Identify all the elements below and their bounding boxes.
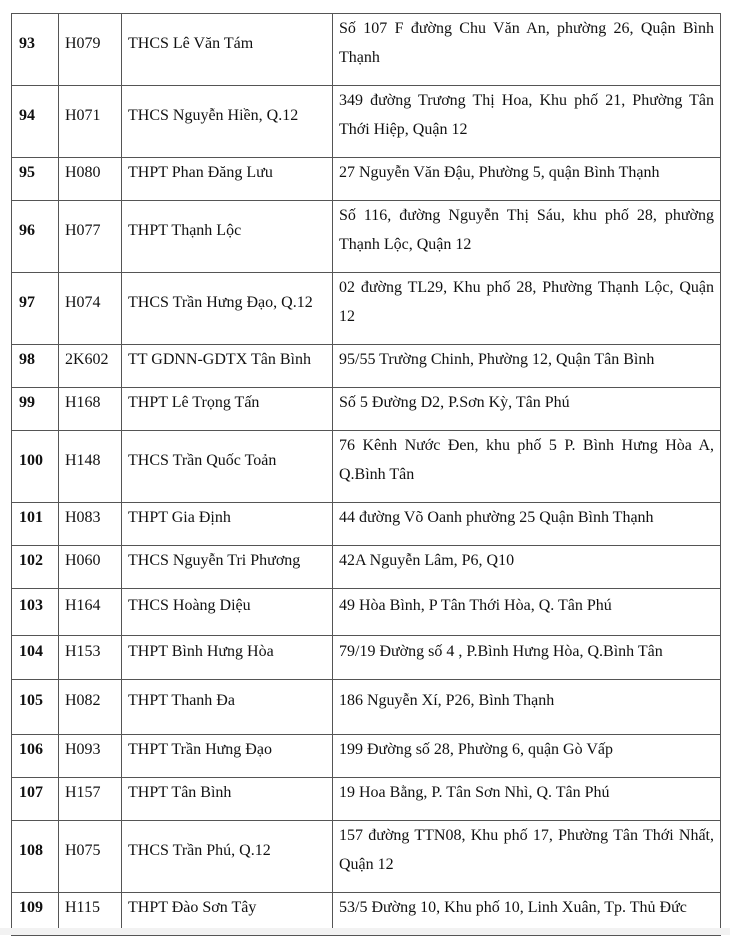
school-address: Số 107 F đường Chu Văn An, phường 26, Quận Bình Thạnh [333,14,721,86]
school-name: THPT Thạnh Lộc [122,201,333,273]
school-name: THCS Trần Phú, Q.12 [122,821,333,893]
schools-table [11,13,721,936]
table-row [12,158,721,201]
row-number: 104 [12,636,59,680]
table-row [12,14,721,86]
school-name: THPT Gia Định [122,503,333,546]
table-row [12,636,721,680]
table-row [12,589,721,636]
school-code: H082 [59,680,122,735]
school-code: H074 [59,273,122,345]
school-address: 44 đường Võ Oanh phường 25 Quận Bình Thạnh [333,503,721,546]
row-number: 98 [12,345,59,388]
page-bottom-margin [0,928,730,935]
row-number: 96 [12,201,59,273]
table-row [12,778,721,821]
school-code: H060 [59,546,122,589]
school-address: 76 Kênh Nước Đen, khu phố 5 P. Bình Hưng Hòa A, Q.Bình Tân [333,431,721,503]
school-name: THPT Tân Bình [122,778,333,821]
row-number: 109 [12,893,59,936]
row-number: 95 [12,158,59,201]
school-name: THCS Trần Hưng Đạo, Q.12 [122,273,333,345]
school-name: THPT Trần Hưng Đạo [122,735,333,778]
table-row [12,388,721,431]
school-address: 53/5 Đường 10, Khu phố 10, Linh Xuân, Tp. Thủ Đức [333,893,721,936]
row-number: 108 [12,821,59,893]
row-number: 105 [12,680,59,735]
school-address: Số 116, đường Nguyễn Thị Sáu, khu phố 28, phường Thạnh Lộc, Quận 12 [333,201,721,273]
row-number: 106 [12,735,59,778]
school-name: THCS Hoàng Diệu [122,589,333,636]
school-code: H164 [59,589,122,636]
school-address: 42A Nguyễn Lâm, P6, Q10 [333,546,721,589]
row-number: 103 [12,589,59,636]
school-name: THPT Thanh Đa [122,680,333,735]
school-name: THPT Lê Trọng Tấn [122,388,333,431]
school-address: 95/55 Trường Chinh, Phường 12, Quận Tân Bình [333,345,721,388]
school-code: H080 [59,158,122,201]
table-row [12,680,721,735]
row-number: 100 [12,431,59,503]
school-code: H083 [59,503,122,546]
school-code: H148 [59,431,122,503]
table-row [12,345,721,388]
table-row [12,503,721,546]
school-name: THCS Nguyễn Hiền, Q.12 [122,86,333,158]
school-name: THCS Trần Quốc Toản [122,431,333,503]
school-code: H157 [59,778,122,821]
school-name: THCS Lê Văn Tám [122,14,333,86]
row-number: 93 [12,14,59,86]
schools-table-body [12,14,721,936]
school-name: TT GDNN-GDTX Tân Bình [122,345,333,388]
school-code: H153 [59,636,122,680]
school-code: H093 [59,735,122,778]
school-code: 2K602 [59,345,122,388]
school-address: 27 Nguyễn Văn Đậu, Phường 5, quận Bình Thạnh [333,158,721,201]
school-address: 199 Đường số 28, Phường 6, quận Gò Vấp [333,735,721,778]
school-address: 186 Nguyễn Xí, P26, Bình Thạnh [333,680,721,735]
row-number: 101 [12,503,59,546]
row-number: 94 [12,86,59,158]
school-address: 157 đường TTN08, Khu phố 17, Phường Tân Thới Nhất, Quận 12 [333,821,721,893]
school-address: 02 đường TL29, Khu phố 28, Phường Thạnh Lộc, Quận 12 [333,273,721,345]
table-row [12,273,721,345]
school-code: H077 [59,201,122,273]
school-address: 349 đường Trương Thị Hoa, Khu phố 21, Phường Tân Thới Hiệp, Quận 12 [333,86,721,158]
school-address: 79/19 Đường số 4 , P.Bình Hưng Hòa, Q.Bình Tân [333,636,721,680]
school-code: H071 [59,86,122,158]
table-row [12,546,721,589]
row-number: 99 [12,388,59,431]
row-number: 102 [12,546,59,589]
school-code: H075 [59,821,122,893]
school-address: 19 Hoa Bằng, P. Tân Sơn Nhì, Q. Tân Phú [333,778,721,821]
school-code: H168 [59,388,122,431]
school-name: THPT Bình Hưng Hòa [122,636,333,680]
table-row [12,735,721,778]
school-address: Số 5 Đường D2, P.Sơn Kỳ, Tân Phú [333,388,721,431]
school-name: THPT Đào Sơn Tây [122,893,333,936]
school-address: 49 Hòa Bình, P Tân Thới Hòa, Q. Tân Phú [333,589,721,636]
school-code: H115 [59,893,122,936]
school-name: THPT Phan Đăng Lưu [122,158,333,201]
school-name: THCS Nguyễn Tri Phương [122,546,333,589]
table-row [12,431,721,503]
row-number: 97 [12,273,59,345]
table-row [12,201,721,273]
table-row [12,86,721,158]
school-code: H079 [59,14,122,86]
row-number: 107 [12,778,59,821]
table-row [12,821,721,893]
